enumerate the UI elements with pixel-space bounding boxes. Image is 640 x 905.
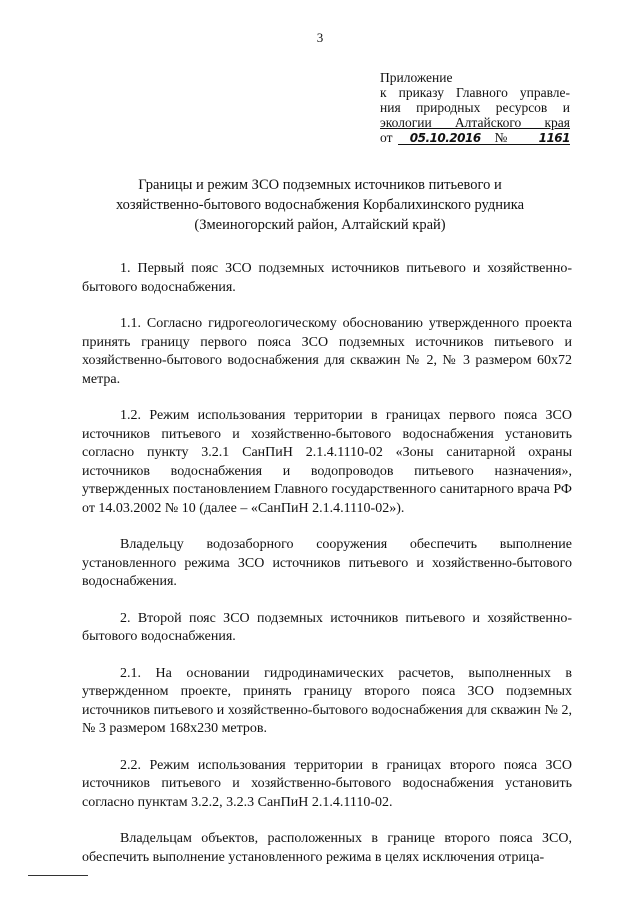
appendix-line-2: к приказу Главного управле-	[380, 85, 570, 100]
appendix-line-4: экологии Алтайского края	[380, 115, 570, 130]
page-number: 3	[316, 30, 324, 45]
paragraph-2-2: 2.2. Режим использования территории в границах второго пояса ЗСО источников питьевого и хозяйственно-бытового водоснабжения установить согласно пунктам 3.2.2, 3.2.3 СанПиН 2.1.4.1110-02.	[82, 757, 572, 810]
appendix-line-3: ния природных ресурсов и	[380, 100, 570, 115]
paragraph-section-1: 1. Первый пояс ЗСО подземных источников питьевого и хозяйственно-бытового водоснабжения.	[82, 261, 572, 295]
paragraph-owners-2: Владельцам объектов, расположенных в границе второго пояса ЗСО, обеспечить выполнение установленного режима в целях исключения отрица-	[82, 831, 572, 865]
document-title	[60, 175, 580, 235]
number-label: №	[480, 130, 522, 145]
document-body	[82, 260, 572, 885]
paragraph-1-2: 1.2. Режим использования территории в границах первого пояса ЗСО источников питьевого и хозяйственно-бытового водоснабжения установить согласно пункту 3.2.1 СанПиН 2.1.4.1110-02 «Зоны санитарной охраны источников водоснабжения и водопроводов питьевого назначения», утвержденных постановлением Главного государственного санитарного врача РФ от 14.03.2002 № 10 (далее – «СанПиН 2.1.4.1110-02»).	[82, 408, 572, 516]
title-line-3: (Змеиногорский район, Алтайский край)	[194, 217, 446, 233]
title-line-2: хозяйственно-бытового водоснабжения Корбалихинского рудника	[115, 197, 525, 213]
footer-rule	[28, 875, 88, 876]
paragraph-owner-1: Владельцу водозаборного сооружения обеспечить выполнение установленного режима ЗСО источников питьевого и хозяйственно-бытового водоснабжения.	[82, 537, 572, 589]
appendix-header	[380, 70, 570, 146]
paragraph-section-2: 2. Второй пояс ЗСО подземных источников питьевого и хозяйственно-бытового водоснабжения.	[82, 610, 572, 644]
paragraph-1-1: 1.1. Согласно гидрогеологическому обоснованию утвержденного проекта принять границу первого пояса ЗСО подземных источников питьевого и хозяйственно-бытового водоснабжения для скважин № 2, № 3 размером 60х72 метра.	[82, 316, 572, 387]
handwritten-number: 1161	[538, 131, 570, 145]
appendix-title: Приложение	[380, 70, 453, 85]
signature-underline	[398, 144, 570, 145]
paragraph-2-1: 2.1. На основании гидродинамических расчетов, выполненных в утвержденном проекте, принять границу второго пояса ЗСО подземных источников питьевого и хозяйственно-бытового водоснабжения для скважин № 2, № 3 размером 168х230 метров.	[82, 665, 572, 736]
handwritten-date: 05.10.2016	[409, 131, 481, 145]
order-date-number-row	[380, 130, 570, 146]
title-line-1: Границы и режим ЗСО подземных источников питьевого и	[138, 177, 502, 193]
from-label: от	[380, 130, 393, 145]
